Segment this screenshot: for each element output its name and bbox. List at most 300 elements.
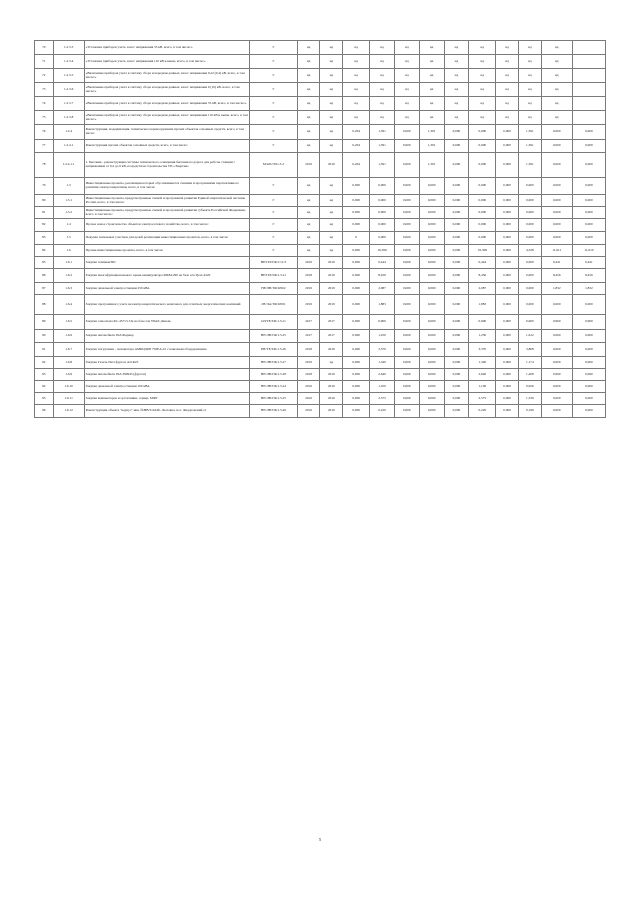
table-cell: нд [394, 83, 419, 97]
table-cell: 0,000 [519, 257, 542, 269]
table-cell: нд [519, 111, 542, 125]
table-cell: 0,000 [496, 283, 519, 295]
table-cell: 1,391 [519, 153, 542, 178]
table-cell: 0,204 [343, 125, 370, 140]
table-cell: нд [320, 140, 343, 153]
row-description: «Включение приборов учета в систему сбора и передачи данных, класс напряжения 35 кВ, всего, в том числе:» [84, 97, 250, 111]
row-number: 96 [35, 405, 54, 418]
table-cell: 8,456 [572, 269, 605, 283]
table-cell: 0,000 [370, 207, 395, 219]
table-cell: 0,000 [419, 245, 444, 257]
table-cell: 2017 [320, 315, 343, 330]
row-code: 1.2.4.1 [53, 140, 84, 153]
row-number: 77 [35, 140, 54, 153]
table-cell: 0,990 [572, 369, 605, 381]
row-code: 1.3 [53, 178, 84, 195]
table-cell: 0,000 [519, 219, 542, 232]
row-description: Закупка автомобиля УАЗ-Фермер [84, 330, 250, 343]
table-cell: Г [250, 69, 298, 83]
row-description: Закупка погрузчика - экскаватора АМКОДОР 702ЕА-01 с навесным оборудованием [84, 343, 250, 357]
table-cell: 0,000 [394, 245, 419, 257]
table-cell: 0,000 [343, 330, 370, 343]
row-description: «Включение приборов учета в систему сбора и передачи данных, класс напряжения 110 кВ и выше, всего, в том числе:» [84, 111, 250, 125]
table-cell: 0,000 [394, 283, 419, 295]
row-number: 95 [35, 393, 54, 405]
table-cell: нд [541, 111, 572, 125]
table-row [35, 207, 606, 219]
table-cell: 1,391 [370, 125, 395, 140]
table-cell: 2016 [297, 393, 320, 405]
table-row [35, 343, 606, 357]
table-cell: 0,000 [343, 195, 370, 207]
table-cell: 0,000 [370, 232, 395, 245]
table-cell: 1,391 [370, 153, 395, 178]
table-cell: нд [444, 97, 469, 111]
table-cell: 2019 [320, 369, 343, 381]
table-cell: 0,000 [541, 195, 572, 207]
table-cell: 1,391 [519, 140, 542, 153]
row-code: 1.6.12 [53, 405, 84, 418]
table-cell: 0,000 [496, 245, 519, 257]
table-cell: 0,000 [394, 295, 419, 315]
table-cell: 0,000 [394, 405, 419, 418]
row-number: 75 [35, 111, 54, 125]
row-number: 71 [35, 55, 54, 69]
table-row [35, 111, 606, 125]
row-description: Закупка многофункционального крана-манипулятора МКМ-290 на базе а/м Урал-4320 [84, 269, 250, 283]
row-code: 1.6.11 [53, 393, 84, 405]
table-cell: 0,000 [541, 393, 572, 405]
table-cell: Г [250, 97, 298, 111]
row-code: 1.4 [53, 219, 84, 232]
table-cell: 0,000 [572, 207, 605, 219]
table-cell: 0,000 [419, 195, 444, 207]
table-cell: нд [519, 97, 542, 111]
table-cell: нд [496, 41, 519, 55]
table-cell: 0,926 [519, 381, 542, 393]
table-cell: 0,000 [394, 140, 419, 153]
table-cell: 1,100 [469, 381, 496, 393]
table-cell: нд [419, 69, 444, 83]
table-cell: Г [250, 140, 298, 153]
row-description: «Включение приборов учета в систему сбора и передачи данных, класс напряжения 6 (10) кВ, всего, в том числе:» [84, 83, 250, 97]
table-cell: 0,000 [343, 295, 370, 315]
table-cell: 0,000 [519, 232, 542, 245]
table-cell: 0,000 [541, 153, 572, 178]
table-cell: НЕ/ТЕ/ТФ/1.5.26 [250, 343, 298, 357]
table-cell: 3,808 [519, 343, 542, 357]
table-cell: 0,000 [394, 381, 419, 393]
table-cell: нд [320, 111, 343, 125]
table-cell: 2018 [297, 269, 320, 283]
row-number: 88 [35, 295, 54, 315]
table-cell: 0,000 [496, 357, 519, 369]
table-cell: 2017 [320, 330, 343, 343]
table-cell: нд [419, 41, 444, 55]
table-cell [572, 55, 605, 69]
row-description: Инвестиционные проекты, предусмотренные схемой и программой развития субъекта Российской Федерации, всего, в том числе: [84, 207, 250, 219]
table-cell: 0,000 [469, 140, 496, 153]
row-code: 1.5 [53, 232, 84, 245]
table-cell: нд [370, 97, 395, 111]
table-cell: 0,000 [419, 393, 444, 405]
row-code: 1.2.3.7 [53, 97, 84, 111]
table-cell: 2017 [297, 315, 320, 330]
table-cell: 2019 [297, 153, 320, 178]
table-cell: 0,000 [496, 269, 519, 283]
table-cell: 2019 [320, 283, 343, 295]
table-cell: 0,000 [394, 232, 419, 245]
table-cell: нд [419, 55, 444, 69]
table-cell: 0,000 [572, 219, 605, 232]
table-cell: нд [444, 69, 469, 83]
table-cell: нд [297, 195, 320, 207]
row-number: 87 [35, 283, 54, 295]
table-cell: нд [320, 41, 343, 55]
table-cell: 1,832 [572, 283, 605, 295]
table-cell: 0,000 [469, 195, 496, 207]
table-cell: 0,220 [370, 405, 395, 418]
row-code: 1.6 [53, 245, 84, 257]
table-cell: 0,000 [343, 219, 370, 232]
row-code: 1.2.3.3 [53, 41, 84, 55]
table-cell: 1,391 [419, 153, 444, 178]
table-cell: 0,000 [496, 140, 519, 153]
row-description: Закупка техники/ПО [84, 257, 250, 269]
row-code: 1.6.6 [53, 330, 84, 343]
table-cell: 0,000 [519, 195, 542, 207]
table-cell: 0,000 [572, 140, 605, 153]
table-cell: 0,000 [496, 405, 519, 418]
table-cell: 3,370 [469, 343, 496, 357]
table-cell: 2,575 [469, 393, 496, 405]
table-cell: 0,000 [394, 153, 419, 178]
table-row [35, 153, 606, 178]
table-cell: НЕ/ПЛ/ТФ/1.5.21 [250, 269, 298, 283]
table-cell: нд [297, 232, 320, 245]
table-cell: НЕ/ЛВ/ТФ/1.5.24 [250, 381, 298, 393]
row-description: Закупка дизельной электростанции 100 кВА [84, 381, 250, 393]
row-description: Инвестиционные проекты, реализация которых обуславливается схемами и программами перспективного развития электроэнергетики, всего, в том числе: [84, 178, 250, 195]
table-cell: 0,000 [419, 357, 444, 369]
table-cell: 0,000 [394, 195, 419, 207]
row-code: 1.6.2 [53, 269, 84, 283]
table-cell: 2017 [297, 330, 320, 343]
table-cell: нд [541, 97, 572, 111]
table-cell: ОЛ/ТЕ/ТФ/1.5.21 [250, 315, 298, 330]
table-cell: 0,000 [444, 343, 469, 357]
row-number: 90 [35, 330, 54, 343]
table-cell: нд [320, 232, 343, 245]
table-cell: 2019 [320, 343, 343, 357]
table-cell: 1,408 [519, 369, 542, 381]
table-cell: 0,000 [519, 178, 542, 195]
row-number: 86 [35, 269, 54, 283]
row-description: Реконструкция, модернизация, техническое перевооружение прочих объектов основных средств, всего, в том числе: [84, 125, 250, 140]
table-cell: 1,391 [419, 140, 444, 153]
table-cell: 1,391 [370, 140, 395, 153]
table-cell: 0,000 [519, 207, 542, 219]
row-description: Прочие инвестиционные проекты, всего, в том числе: [84, 245, 250, 257]
table-cell: 0,000 [572, 405, 605, 418]
table-cell: 0,000 [496, 207, 519, 219]
table-cell: нд [394, 111, 419, 125]
table-cell: 0,000 [419, 295, 444, 315]
table-cell: 1,100 [370, 381, 395, 393]
table-cell: 0,000 [394, 393, 419, 405]
table-cell: 0,000 [394, 219, 419, 232]
table-cell: 2018 [297, 369, 320, 381]
table-cell: 1,883 [469, 295, 496, 315]
table-row [35, 269, 606, 283]
investment-projects-table [34, 40, 606, 418]
table-row [35, 369, 606, 381]
table-cell: 0,000 [572, 125, 605, 140]
table-cell: НЕ/ЛВ/ТФ/1.5.25 [250, 330, 298, 343]
table-cell: нд [297, 207, 320, 219]
table-cell: нд [320, 245, 343, 257]
table-cell: НЕ/ЛВ/ТФ/1.5.26 [250, 405, 298, 418]
table-row [35, 315, 606, 330]
table-cell: 0,000 [541, 405, 572, 418]
row-number: 81 [35, 207, 54, 219]
table-cell: 2019 [320, 153, 343, 178]
table-cell: нд [519, 69, 542, 83]
table-cell: 0,000 [572, 232, 605, 245]
table-cell: Г [250, 83, 298, 97]
table-cell: 0,000 [343, 381, 370, 393]
table-cell: 2019 [297, 283, 320, 295]
table-cell: нд [496, 55, 519, 69]
table-cell: 1,883 [370, 295, 395, 315]
row-description: «Установка приборов учета, класс напряжения 110 кВ и выше, всего, в том числе:» [84, 55, 250, 69]
table-cell: НЕ/ЛВ/ТФ/1.5.27 [250, 357, 298, 369]
table-cell: нд [320, 83, 343, 97]
table-cell: 1,339 [519, 393, 542, 405]
table-cell: нд [297, 111, 320, 125]
row-description: Реконструкция объекта "корпус" инв. №НВ/314449 - Бытовка, пос. Федоровский,11 [84, 405, 250, 418]
table-cell: 0,441 [572, 257, 605, 269]
table-cell: 0,441 [541, 257, 572, 269]
table-cell: 0,000 [541, 295, 572, 315]
table-cell: 0,000 [496, 178, 519, 195]
table-cell: 0,000 [444, 315, 469, 330]
table-cell: нд [444, 55, 469, 69]
table-cell: 2,087 [370, 283, 395, 295]
table-cell: 0,000 [572, 178, 605, 195]
table-cell: 2016 [297, 405, 320, 418]
table-cell: 0,000 [496, 295, 519, 315]
table-cell: 0,000 [419, 257, 444, 269]
table-cell: нд [297, 55, 320, 69]
table-cell: 0,000 [572, 381, 605, 393]
row-number: 72 [35, 69, 54, 83]
table-cell: нд [496, 111, 519, 125]
table-cell: 0,000 [343, 245, 370, 257]
table-cell: 0,000 [394, 125, 419, 140]
row-code: 1.2.4.1.1 [53, 153, 84, 178]
table-cell [572, 83, 605, 97]
table-cell: нд [496, 83, 519, 97]
table-cell: 0,000 [419, 315, 444, 330]
row-number: 94 [35, 381, 54, 393]
table-cell: 2016 [320, 381, 343, 393]
table-cell: нд [444, 83, 469, 97]
table-cell: 8,456 [541, 269, 572, 283]
table-row [35, 381, 606, 393]
table-cell: нд [370, 69, 395, 83]
table-cell: 0,444 [370, 257, 395, 269]
table-cell: 0,190 [519, 405, 542, 418]
table-cell: нд [469, 111, 496, 125]
table-cell: 0,000 [541, 232, 572, 245]
table-cell: нд [343, 69, 370, 83]
table-cell: 0,000 [394, 369, 419, 381]
row-number: 92 [35, 357, 54, 369]
table-cell: нд [496, 97, 519, 111]
table-cell: ЛЕ/ЛА/ТФ/0/001 [250, 295, 298, 315]
table-cell: 0,000 [444, 393, 469, 405]
table-cell [572, 111, 605, 125]
row-number: 70 [35, 41, 54, 55]
table-cell: 4,328 [519, 245, 542, 257]
table-cell: 0,000 [541, 357, 572, 369]
table-cell: 1,174 [519, 357, 542, 369]
table-cell [572, 69, 605, 83]
table-cell: 0,000 [444, 330, 469, 343]
table-cell: нд [297, 41, 320, 55]
table-row [35, 55, 606, 69]
table-cell: 0,000 [541, 125, 572, 140]
table-cell: нд [541, 41, 572, 55]
table-row [35, 295, 606, 315]
row-number: 82 [35, 219, 54, 232]
table-cell: Г [250, 245, 298, 257]
table-cell: 0,000 [419, 330, 444, 343]
table-cell: нд [343, 83, 370, 97]
table-cell: 0,000 [572, 357, 605, 369]
table-cell: нд [370, 111, 395, 125]
table-cell: НЕ/ЛВ/ТФ/0/002 [250, 283, 298, 295]
row-code: 1.3.1 [53, 195, 84, 207]
table-cell: нд [297, 178, 320, 195]
table-cell: нд [469, 55, 496, 69]
table-cell: 1,612 [519, 330, 542, 343]
table-cell: нд [394, 69, 419, 83]
table-cell: нд [469, 41, 496, 55]
table-cell [572, 97, 605, 111]
table-cell: 2019 [297, 357, 320, 369]
table-cell: Г [250, 111, 298, 125]
row-number: 93 [35, 369, 54, 381]
table-cell: нд [320, 195, 343, 207]
table-cell: 2,640 [469, 369, 496, 381]
table-cell: 8,456 [370, 269, 395, 283]
row-code: 1.6.8 [53, 357, 84, 369]
table-cell: 0,000 [496, 153, 519, 178]
table-cell: 0,000 [394, 207, 419, 219]
page-number: 5 [318, 837, 322, 842]
table-cell: 0,000 [469, 207, 496, 219]
table-cell: 0,000 [394, 269, 419, 283]
table-cell: 0,000 [519, 269, 542, 283]
row-code: 1.2.3.4 [53, 55, 84, 69]
table-cell: 0,000 [419, 207, 444, 219]
table-row [35, 405, 606, 418]
table-cell: 2019 [297, 295, 320, 315]
table-cell: нд [297, 83, 320, 97]
table-cell: 0,000 [496, 219, 519, 232]
table-cell: 0,000 [496, 125, 519, 140]
row-description: Закупка программного учета неэлектроэнергетического комплекса для отчетных энергетических компаний [84, 295, 250, 315]
table-cell: 0,000 [444, 207, 469, 219]
table-cell: 1,340 [370, 357, 395, 369]
table-cell: 11,611 [541, 245, 572, 257]
row-code: 1.6.7 [53, 343, 84, 357]
table-cell: 0,220 [469, 405, 496, 418]
table-cell [572, 41, 605, 55]
table-cell: нд [320, 125, 343, 140]
table-cell: нд [320, 97, 343, 111]
table-cell: 0,000 [444, 232, 469, 245]
table-row [35, 178, 606, 195]
table-cell: нд [343, 41, 370, 55]
table-cell: нд [370, 41, 395, 55]
table-cell: 0,000 [444, 153, 469, 178]
table-cell: 0,000 [343, 357, 370, 369]
table-cell: Г [250, 232, 298, 245]
table-cell: 0,000 [519, 295, 542, 315]
table-cell: 0,000 [419, 405, 444, 418]
table-cell: 0,000 [419, 219, 444, 232]
table-cell: 0,000 [496, 343, 519, 357]
table-cell: НЕ/ЛВ/ТФ/1.5.28 [250, 369, 298, 381]
table-cell: 0,000 [469, 125, 496, 140]
row-code: 1.6.4 [53, 295, 84, 315]
table-cell: 0,000 [444, 269, 469, 283]
row-code: 1.6.3 [53, 283, 84, 295]
table-cell: нд [419, 83, 444, 97]
row-description: Закупка самосвала КС-45713-3 К на базе а/м УРАЛ-Дизель [84, 315, 250, 330]
table-cell: 0,990 [541, 369, 572, 381]
table-cell: 2018 [297, 343, 320, 357]
table-cell: Г [250, 125, 298, 140]
table-cell: 0,000 [444, 195, 469, 207]
table-row [35, 69, 606, 83]
table-cell: 1,832 [541, 283, 572, 295]
table-cell: 0,000 [541, 178, 572, 195]
table-cell: М/ОЛ/ЭО1.3.2 [250, 153, 298, 178]
table-cell: нд [394, 97, 419, 111]
table-row [35, 257, 606, 269]
table-cell: нд [320, 55, 343, 69]
table-cell: 0,000 [496, 232, 519, 245]
table-cell: 0,000 [496, 257, 519, 269]
table-cell: нд [297, 140, 320, 153]
table-cell: нд [496, 69, 519, 83]
table-cell: 0,000 [572, 393, 605, 405]
table-row [35, 232, 606, 245]
table-cell: 0,900 [541, 315, 572, 330]
table-cell: 1,250 [469, 330, 496, 343]
row-code: 1.6.1 [53, 257, 84, 269]
row-description: «Установка приборов учета, класс напряжения 35 кВ, всего, в том числе:» [84, 41, 250, 55]
table-cell: 0,000 [370, 195, 395, 207]
table-cell: нд [541, 83, 572, 97]
table-cell: нд [419, 97, 444, 111]
table-cell: нд [519, 41, 542, 55]
table-cell: 0,000 [343, 405, 370, 418]
